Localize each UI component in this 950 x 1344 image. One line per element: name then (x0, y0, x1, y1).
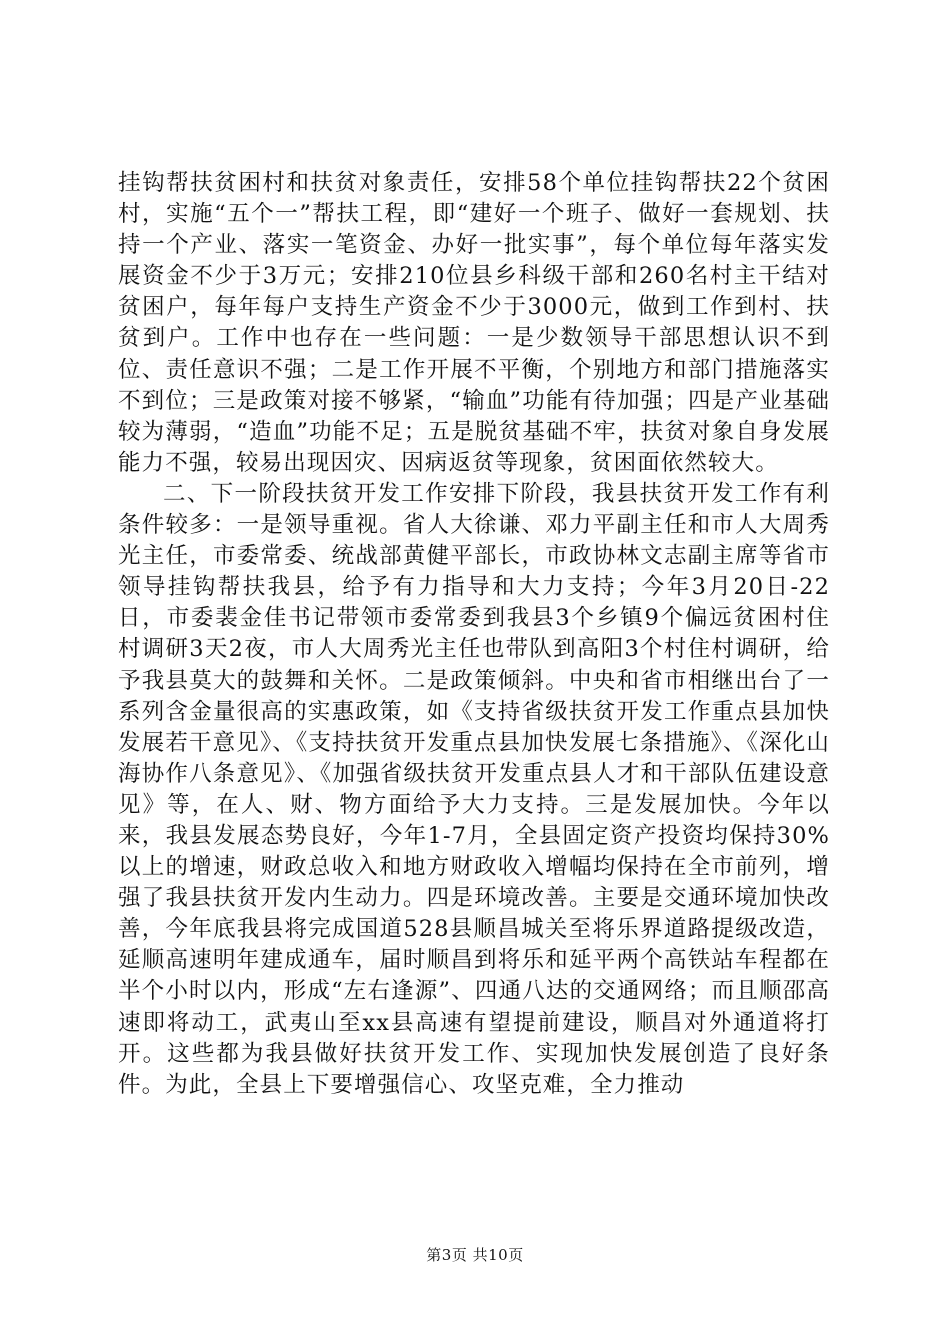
paragraph-2: 二、下一阶段扶贫开发工作安排下阶段，我县扶贫开发工作有利条件较多：一是领导重视。省人大徐谦、邓力平副主任和市人大周秀光主任，市委常委、统战部黄健平部长，市政协林文志副主席等省市领导挂钩帮扶我县，给予有力指导和大力支持；今年3月20日-22日，市委裴金佳书记带领市委常委到我县3个乡镇9个偏远贫困村住村调研3天2夜，市人大周秀光主任也带队到高阳3个村住村调研，给予我县莫大的鼓舞和关怀。二是政策倾斜。中央和省市相继出台了一系列含金量很高的实惠政策，如《支持省级扶贫开发工作重点县加快发展若干意见》、《支持扶贫开发重点县加快发展七条措施》、《深化山海协作八条意见》、《加强省级扶贫开发重点县人才和干部队伍建设意见》等，在人、财、物方面给予大力支持。三是发展加快。今年以来，我县发展态势良好，今年1-7月，全县固定资产投资均保持30%以上的增速，财政总收入和地方财政收入增幅均保持在全市前列，增强了我县扶贫开发内生动力。四是环境改善。主要是交通环境加快改善，今年底我县将完成国道528县顺昌城关至将乐界道路提级改造，延顺高速明年建成通车，届时顺昌到将乐和延平两个高铁站车程都在半个小时以内，形成“左右逢源”、四通八达的交通网络；而且顺邵高速即将动工，武夷山至xx县高速有望提前建设，顺昌对外通道将打开。这些都为我县做好扶贫开发工作、实现加快发展创造了良好条件。为此，全县上下要增强信心、攻坚克难，全力推动 (118, 480, 830, 1098)
page-number-footer: 第3页 共10页 (426, 1246, 524, 1264)
document-body (118, 168, 830, 1101)
paragraph-1: 挂钩帮扶贫困村和扶贫对象责任，安排58个单位挂钩帮扶22个贫困村，实施“五个一”帮扶工程，即“建好一个班子、做好一套规划、扶持一个产业、落实一笔资金、办好一批实事”，每个单位每年落实发展资金不少于3万元；安排210位县乡科级干部和260名村主干结对贫困户，每年每户支持生产资金不少于3000元，做到工作到村、扶贫到户。工作中也存在一些问题：一是少数领导干部思想认识不到位、责任意识不强；二是工作开展不平衡，个别地方和部门措施落实不到位；三是政策对接不够紧，“输血”功能有待加强；四是产业基础较为薄弱，“造血”功能不足；五是脱贫基础不牢，扶贫对象自身发展能力不强，较易出现因灾、因病返贫等现象，贫困面依然较大。 (118, 170, 830, 476)
